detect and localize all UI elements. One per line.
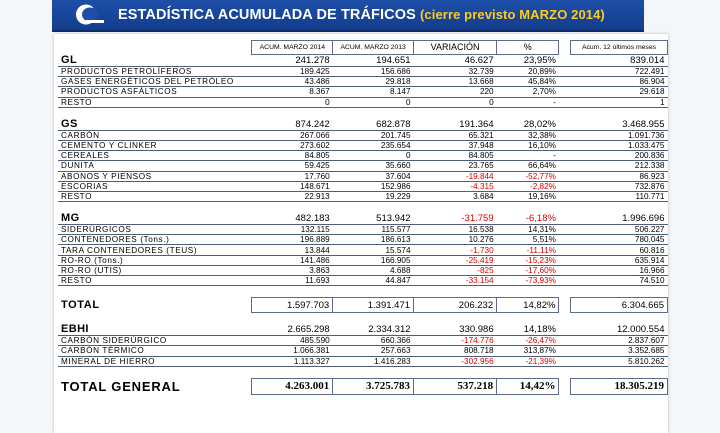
value-variacion: -1.730	[414, 245, 497, 255]
row-label: RESTO	[58, 97, 252, 107]
row-label: ESCORIAS	[58, 181, 252, 191]
value-variacion: -174.776	[414, 336, 497, 346]
value-acum-2014: 11.693	[252, 276, 333, 286]
row-label: RO-RO (UTIS)	[58, 265, 252, 275]
value-variacion: -25.419	[414, 255, 497, 265]
page-title	[118, 7, 605, 23]
value-acum-2014: 4.263.001	[252, 378, 333, 394]
value-12-months: 3.468.955	[570, 119, 667, 131]
item-row	[58, 130, 668, 140]
value-acum-2014: 43.486	[252, 77, 333, 87]
value-acum-2013: 257.663	[333, 346, 414, 356]
value-acum-2013: 1.416.283	[333, 356, 414, 366]
value-acum-2014: 196.889	[252, 235, 333, 245]
value-variacion: -825	[414, 265, 497, 275]
value-percent: -2,82%	[497, 181, 559, 191]
value-acum-2014: 59.425	[252, 161, 333, 171]
value-percent: -6,18%	[497, 213, 559, 225]
item-row	[58, 346, 668, 356]
row-label: TARA CONTENEDORES (TEUS)	[58, 245, 252, 255]
value-12-months: 110.771	[570, 191, 667, 201]
title-text: ESTADÍSTICA ACUMULADA DE TRÁFICOS	[118, 7, 416, 23]
value-acum-2013: 0	[333, 151, 414, 161]
header-label-cell	[58, 41, 252, 55]
value-12-months: 18.305.219	[570, 378, 667, 394]
row-label: CARBÓN TÉRMICO	[58, 346, 252, 356]
value-acum-2014: 482.183	[252, 213, 333, 225]
value-variacion: -33.154	[414, 276, 497, 286]
spacer-row	[58, 366, 668, 378]
value-variacion: 16.538	[414, 225, 497, 235]
header-row	[58, 41, 668, 55]
value-percent: 23,95%	[497, 55, 559, 67]
value-acum-2014: 148.671	[252, 181, 333, 191]
value-12-months: 29.618	[570, 87, 667, 97]
row-label: RO-RO (Tons.)	[58, 255, 252, 265]
value-acum-2013: 156.686	[333, 67, 414, 77]
value-acum-2013: 3.725.783	[333, 378, 414, 394]
value-acum-2014: 485.590	[252, 336, 333, 346]
value-percent: -15,23%	[497, 255, 559, 265]
item-row	[58, 245, 668, 255]
row-label: RESTO	[58, 191, 252, 201]
value-12-months: 74.510	[570, 276, 667, 286]
value-acum-2013: 37.604	[333, 171, 414, 181]
row-label: TOTAL	[61, 298, 100, 311]
group-row	[58, 324, 668, 336]
item-row	[58, 161, 668, 171]
row-label: DUNITA	[58, 161, 252, 171]
value-acum-2013: 682.878	[333, 119, 414, 131]
value-acum-2013: 235.654	[333, 140, 414, 150]
value-percent: 32,38%	[497, 130, 559, 140]
value-12-months: 3.352.685	[570, 346, 667, 356]
value-acum-2014: 17.760	[252, 171, 333, 181]
value-12-months: 5.810.262	[570, 356, 667, 366]
value-acum-2013: 29.818	[333, 77, 414, 87]
value-variacion: 37.948	[414, 140, 497, 150]
item-row	[58, 87, 668, 97]
value-variacion: 84.805	[414, 151, 497, 161]
row-label: PRODUCTOS ASFÁLTICOS	[58, 87, 252, 97]
value-12-months: 86.923	[570, 171, 667, 181]
value-acum-2013: 19.229	[333, 191, 414, 201]
value-variacion: 32.739	[414, 67, 497, 77]
port-logo-icon	[72, 2, 104, 27]
value-percent: 14,42%	[497, 378, 559, 394]
value-acum-2014: 267.066	[252, 130, 333, 140]
value-acum-2014: 132.115	[252, 225, 333, 235]
value-acum-2013: 166.905	[333, 255, 414, 265]
value-percent: -	[497, 151, 559, 161]
value-acum-2013: 186.613	[333, 235, 414, 245]
value-12-months: 212.338	[570, 161, 667, 171]
value-percent: -21,39%	[497, 356, 559, 366]
value-acum-2013: 15.574	[333, 245, 414, 255]
value-12-months: 60.816	[570, 245, 667, 255]
spacer-row	[58, 107, 668, 119]
value-acum-2013: 35.660	[333, 161, 414, 171]
value-12-months: 12.000.554	[570, 324, 667, 336]
value-12-months: 722.491	[570, 67, 667, 77]
value-percent: 45,84%	[497, 77, 559, 87]
value-acum-2014: 13.844	[252, 245, 333, 255]
value-variacion: 220	[414, 87, 497, 97]
value-acum-2014: 874.242	[252, 119, 333, 131]
value-variacion: 65.321	[414, 130, 497, 140]
item-row	[58, 225, 668, 235]
value-acum-2014: 84.805	[252, 151, 333, 161]
col-header-variacion: VARIACIÓN	[414, 41, 497, 55]
value-percent: -17,60%	[497, 265, 559, 275]
row-label: RESTO	[58, 276, 252, 286]
value-12-months: 839.014	[570, 55, 667, 67]
value-acum-2014: 1.597.703	[252, 298, 333, 313]
item-row	[58, 151, 668, 161]
value-acum-2013: 0	[333, 97, 414, 107]
item-row	[58, 276, 668, 286]
value-12-months: 200.836	[570, 151, 667, 161]
item-row	[58, 171, 668, 181]
spacer-row	[58, 313, 668, 325]
value-variacion: 10.276	[414, 235, 497, 245]
value-variacion: 23.765	[414, 161, 497, 171]
row-label: MINERAL DE HIERRO	[58, 356, 252, 366]
row-label: SIDERÚRGICOS	[58, 225, 252, 235]
value-variacion: 191.364	[414, 119, 497, 131]
row-label: CARBÓN SIDERÚRGICO	[58, 336, 252, 346]
final-row	[58, 378, 668, 394]
value-percent: -73,93%	[497, 276, 559, 286]
value-percent: 20,89%	[497, 67, 559, 77]
value-acum-2013: 660.366	[333, 336, 414, 346]
value-acum-2014: 189.425	[252, 67, 333, 77]
value-variacion: 206.232	[414, 298, 497, 313]
spacer-row	[58, 286, 668, 298]
row-label: GL	[58, 55, 252, 67]
row-label: GS	[58, 119, 252, 131]
value-percent: 66,64%	[497, 161, 559, 171]
value-acum-2013: 4.688	[333, 265, 414, 275]
value-12-months: 86.904	[570, 77, 667, 87]
row-label: PRODUCTOS PETROLÍFEROS	[58, 67, 252, 77]
value-variacion: -302.956	[414, 356, 497, 366]
subtitle-text: (cierre previsto MARZO 2014)	[420, 7, 605, 22]
col-header-12-months: Acum. 12 últimos meses	[570, 41, 667, 55]
row-label: MG	[58, 213, 252, 225]
value-12-months: 506.227	[570, 225, 667, 235]
group-row	[58, 213, 668, 225]
col-header-acum-2014: ACUM. MARZO 2014	[252, 41, 333, 55]
value-12-months: 1	[570, 97, 667, 107]
value-acum-2013: 115.577	[333, 225, 414, 235]
row-label: CEMENTO Y CLINKER	[58, 140, 252, 150]
col-header-acum-2013: ACUM. MARZO 2013	[333, 41, 414, 55]
value-acum-2013: 2.334.312	[333, 324, 414, 336]
group-row	[58, 55, 668, 67]
value-acum-2014: 1.113.327	[252, 356, 333, 366]
value-variacion: 330.986	[414, 324, 497, 336]
value-percent: 14,82%	[497, 298, 559, 313]
value-variacion: -19.844	[414, 171, 497, 181]
row-label: CONTENEDORES (Tons.)	[58, 235, 252, 245]
item-row	[58, 336, 668, 346]
value-acum-2014: 8.367	[252, 87, 333, 97]
value-12-months: 2.837.607	[570, 336, 667, 346]
value-acum-2013: 44.847	[333, 276, 414, 286]
traffic-table	[58, 40, 668, 395]
row-label: EBHI	[58, 324, 252, 336]
value-12-months: 6.304.665	[570, 298, 667, 313]
value-variacion: 0	[414, 97, 497, 107]
spacer-row	[58, 202, 668, 214]
item-row	[58, 356, 668, 366]
value-acum-2014: 141.486	[252, 255, 333, 265]
value-percent: 2,70%	[497, 87, 559, 97]
item-row	[58, 67, 668, 77]
item-row	[58, 265, 668, 275]
value-percent: 313,87%	[497, 346, 559, 356]
value-acum-2013: 513.942	[333, 213, 414, 225]
value-percent: -11,11%	[497, 245, 559, 255]
value-12-months: 732.876	[570, 181, 667, 191]
value-variacion: 13.668	[414, 77, 497, 87]
value-acum-2014: 241.278	[252, 55, 333, 67]
value-variacion: -31.759	[414, 213, 497, 225]
value-acum-2014: 3.863	[252, 265, 333, 275]
item-row	[58, 235, 668, 245]
value-12-months: 780.045	[570, 235, 667, 245]
row-label: CEREALES	[58, 151, 252, 161]
item-row	[58, 191, 668, 201]
row-label: GASES ENERGÉTICOS DEL PETRÓLEO	[58, 77, 252, 87]
value-acum-2013: 194.651	[333, 55, 414, 67]
value-percent: 28,02%	[497, 119, 559, 131]
value-12-months: 1.996.696	[570, 213, 667, 225]
value-percent: -52,77%	[497, 171, 559, 181]
value-12-months: 16.966	[570, 265, 667, 275]
value-12-months: 1.091.736	[570, 130, 667, 140]
value-variacion: 808.718	[414, 346, 497, 356]
value-acum-2013: 1.391.471	[333, 298, 414, 313]
total-row	[58, 298, 668, 313]
row-label: CARBÓN	[58, 130, 252, 140]
value-12-months: 635.914	[570, 255, 667, 265]
value-acum-2014: 1.066.381	[252, 346, 333, 356]
value-acum-2014: 0	[252, 97, 333, 107]
value-acum-2014: 273.602	[252, 140, 333, 150]
value-percent: -26,47%	[497, 336, 559, 346]
item-row	[58, 140, 668, 150]
value-variacion: 3.684	[414, 191, 497, 201]
value-acum-2013: 8.147	[333, 87, 414, 97]
value-acum-2013: 152.986	[333, 181, 414, 191]
item-row	[58, 77, 668, 87]
value-acum-2014: 22.913	[252, 191, 333, 201]
value-variacion: 46.627	[414, 55, 497, 67]
row-label: TOTAL GENERAL	[61, 378, 181, 394]
value-acum-2014: 2.665.298	[252, 324, 333, 336]
value-percent: -	[497, 97, 559, 107]
value-percent: 14,31%	[497, 225, 559, 235]
item-row	[58, 97, 668, 107]
value-acum-2013: 201.745	[333, 130, 414, 140]
value-percent: 16,10%	[497, 140, 559, 150]
value-12-months: 1.033.475	[570, 140, 667, 150]
value-variacion: -4.315	[414, 181, 497, 191]
value-percent: 5,51%	[497, 235, 559, 245]
item-row	[58, 255, 668, 265]
group-row	[58, 119, 668, 131]
value-percent: 14,18%	[497, 324, 559, 336]
value-variacion: 537.218	[414, 378, 497, 394]
value-percent: 19,16%	[497, 191, 559, 201]
row-label: ABONOS Y PIENSOS	[58, 171, 252, 181]
item-row	[58, 181, 668, 191]
col-header-percent: %	[497, 41, 559, 55]
